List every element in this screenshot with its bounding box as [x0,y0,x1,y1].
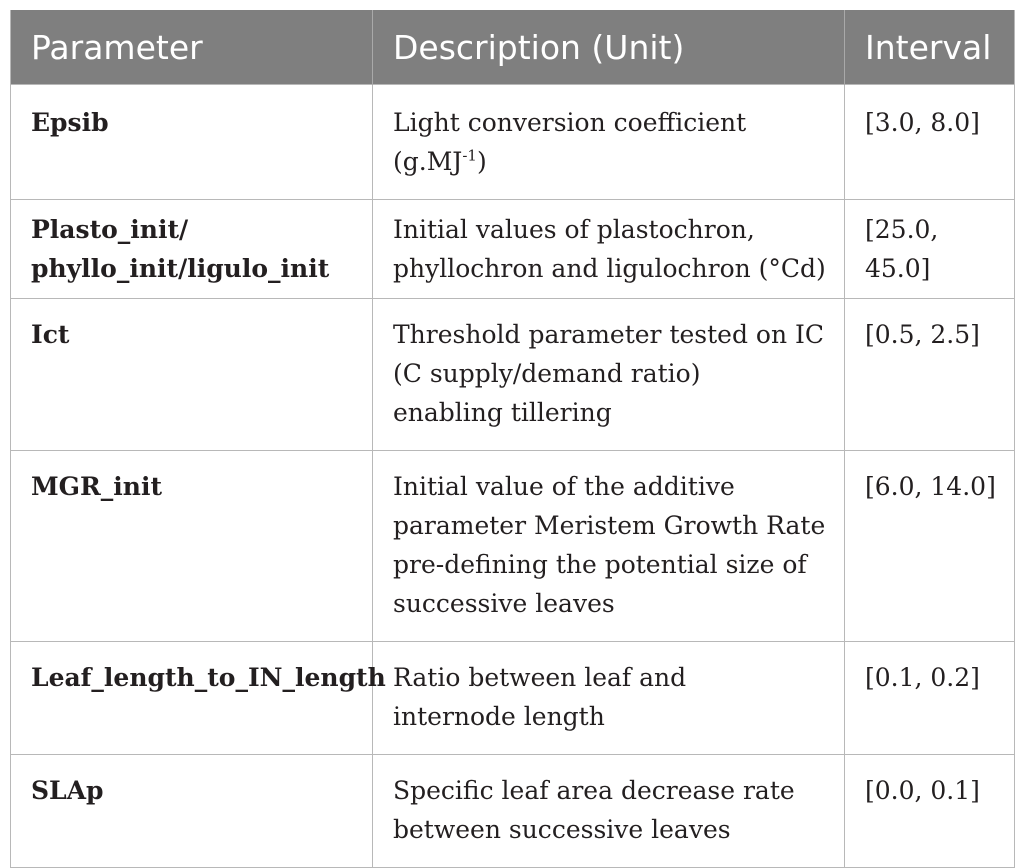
header-row [11,10,1015,85]
description-line: Initial values of plastochron, [393,215,755,244]
table-row [11,200,1015,299]
parameter-cell: Ict [11,299,373,451]
parameter-cell [11,200,373,299]
description-text: Light conversion coefficient (g.MJ [393,108,747,176]
description-cell [373,85,845,200]
interval-line: [25.0, [865,215,939,244]
description-line: Ratio between leaf and [393,663,687,692]
interval-cell [845,200,1015,299]
description-line: between successive leaves [393,815,731,844]
description-cell [373,755,845,868]
interval-cell: [0.1, 0.2] [845,642,1015,755]
parameter-cell: SLAp [11,755,373,868]
description-line: successive leaves [393,589,615,618]
table-row [11,299,1015,451]
description-line: enabling tillering [393,398,612,427]
table-row [11,755,1015,868]
description-cell [373,200,845,299]
table-row [11,451,1015,642]
description-cell [373,451,845,642]
description-line: (C supply/demand ratio) [393,359,701,388]
parameter-line: phyllo_init/ligulo_init [31,254,330,283]
interval-cell: [6.0, 14.0] [845,451,1015,642]
description-line: pre-defining the potential size of [393,550,807,579]
unit-exponent: -1 [462,146,477,165]
table-header [11,10,1015,85]
parameter-table-container [10,10,1014,868]
description-tail: ) [476,147,487,176]
description-line: phyllochron and ligulochron (°Cd) [393,254,826,283]
interval-cell: [3.0, 8.0] [845,85,1015,200]
description-cell [373,299,845,451]
parameter-line: Plasto_init/ [31,215,189,244]
header-parameter: Parameter [11,10,373,85]
description-line: Threshold parameter tested on IC [393,320,825,349]
description-line: internode length [393,702,605,731]
table-row [11,85,1015,200]
header-description: Description (Unit) [373,10,845,85]
parameter-cell: Leaf_length_to_IN_length [11,642,373,755]
interval-cell: [0.0, 0.1] [845,755,1015,868]
interval-line: 45.0] [865,254,931,283]
description-cell [373,642,845,755]
description-line: Initial value of the additive [393,472,735,501]
interval-cell: [0.5, 2.5] [845,299,1015,451]
parameter-cell: MGR_init [11,451,373,642]
parameter-cell: Epsib [11,85,373,200]
description-line: Specific leaf area decrease rate [393,776,795,805]
description-line: parameter Meristem Growth Rate [393,511,826,540]
parameter-table [10,10,1015,868]
table-body [11,85,1015,868]
header-interval: Interval [845,10,1015,85]
table-row [11,642,1015,755]
